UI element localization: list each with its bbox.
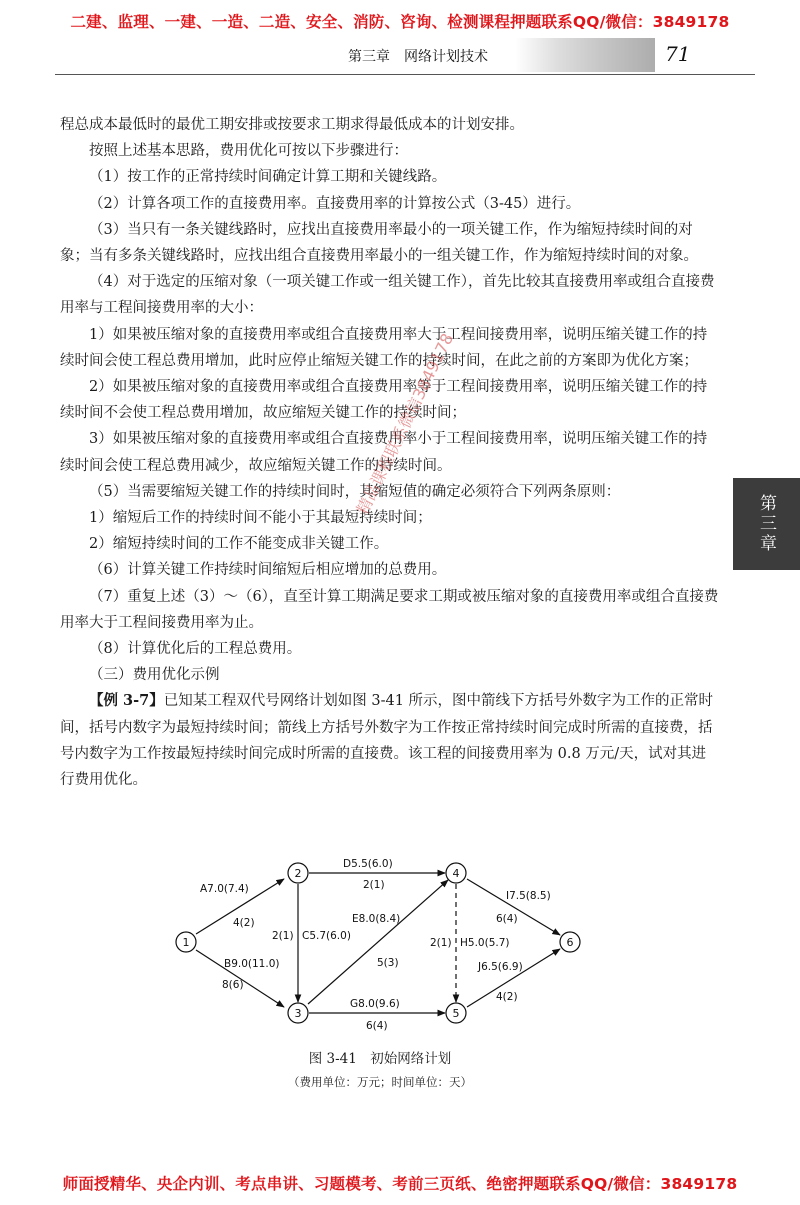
arrow-H-cost: H5.0(5.7): [460, 937, 510, 949]
header-rule: [55, 74, 755, 75]
network-diagram: [160, 852, 600, 1032]
arrow-A-time: 4(2): [233, 917, 255, 929]
arrow-A-cost: A7.0(7.4): [200, 883, 249, 895]
arrow-C-time: 2(1): [272, 930, 294, 942]
top-banner: 二建、监理、一建、一造、二造、安全、消防、咨询、检测课程押题联系QQ/微信：3849178: [70, 13, 730, 31]
paragraph: （3）当只有一条关键线路时，应找出直接费用率最小的一项关键工作，作为缩短持续时间的对象；当有多条关键线路时，应找出组合直接费用率最小的一组关键工作，作为缩短持续时间的对象。: [60, 221, 698, 265]
section-heading: （三）费用优化示例: [89, 667, 220, 684]
node-5: [446, 1003, 466, 1023]
arrow-G-cost: G8.0(9.6): [350, 998, 400, 1010]
paragraph: 按照上述基本思路，费用优化可按以下步骤进行：: [89, 143, 408, 160]
arrow-C-cost: C5.7(6.0): [302, 930, 351, 942]
node-3: [288, 1003, 308, 1023]
node-label: 5: [452, 1007, 460, 1020]
paragraph: 程总成本最低时的最优工期安排或按要求工期求得最低成本的计划安排。: [60, 117, 524, 133]
node-label: 2: [294, 867, 302, 880]
paragraph: 1）缩短后工作的持续时间不能小于其最短持续时间；: [89, 510, 432, 527]
node-label: 4: [452, 867, 460, 880]
node-label: 1: [182, 936, 190, 949]
bottom-banner: 师面授精华、央企内训、考点串讲、习题模考、考前三页纸、绝密押题联系QQ/微信：3849178: [62, 1175, 738, 1193]
chapter-side-tab-label: 第三章: [756, 494, 776, 554]
node-4: [446, 863, 466, 883]
paragraph: 1）如果被压缩对象的直接费用率或组合直接费用率大于工程间接费用率，说明压缩关键工作的持续时间会使工程总费用增加，此时应停止缩短关键工作的持续时间，在此之前的方案即为优化方案；: [60, 326, 708, 369]
page-number: 71: [665, 42, 691, 66]
paragraph: 2）如果被压缩对象的直接费用率或组合直接费用率等于工程间接费用率，说明压缩关键工作的持续时间不会使工程总费用增加，故应缩短关键工作的持续时间；: [60, 379, 708, 422]
paragraph: （5）当需要缩短关键工作的持续时间时，其缩短值的确定必须符合下列两条原则：: [89, 483, 621, 500]
arrow-J-cost: J6.5(6.9): [478, 961, 523, 973]
paragraph: （4）对于选定的压缩对象（一项关键工作或一组关键工作），首先比较其直接费用率或组合直接费用率与工程间接费用率的大小：: [60, 274, 715, 317]
arrow-I-cost: I7.5(8.5): [506, 890, 551, 902]
arrow-D-cost: D5.5(6.0): [343, 858, 393, 870]
example-paragraph: [60, 688, 720, 793]
chapter-title: 第三章 网络计划技术: [348, 49, 488, 65]
chapter-side-tab: [733, 478, 800, 570]
arrow-I: [467, 879, 560, 935]
arrow-E-time: 5(3): [377, 957, 399, 969]
arrow-B-time: 8(6): [222, 979, 244, 991]
node-label: 6: [566, 936, 574, 949]
arrow-G-time: 6(4): [366, 1020, 388, 1032]
node-6: [560, 932, 580, 952]
paragraph: 3）如果被压缩对象的直接费用率或组合直接费用率小于工程间接费用率，说明压缩关键工作的持续时间会使工程总费用减少，故应缩短关键工作的持续时间。: [60, 431, 708, 474]
arrow-E-cost: E8.0(8.4): [352, 913, 401, 925]
node-label: 3: [294, 1007, 302, 1020]
paragraph: （7）重复上述（3）～（6），直至计算工期满足要求工期或被压缩对象的直接费用率或组合直接费用率大于工程间接费用率为止。: [60, 588, 719, 631]
example-label: 【例 3-7】: [89, 692, 164, 710]
arrow-B-cost: B9.0(11.0): [224, 958, 280, 970]
watermark: 精品课程联系微信3849178: [352, 330, 458, 518]
arrow-H-time: 2(1): [430, 937, 452, 949]
example-text: 已知某工程双代号网络计划如图 3-41 所示，图中箭线下方括号外数字为工作的正常时间，括号内数字为最短持续时间；箭线上方括号外数字为工作按正常持续时间完成时所需的直接费，括号内数字为工作按最短持续时间完成时所需的直接费。该工程的间接费用率为 0.8 万元/天，试对其进行费用优化。: [60, 693, 714, 789]
figure-caption: 图 3-41 初始网络计划: [308, 1051, 452, 1067]
arrow-I-time: 6(4): [496, 913, 518, 925]
figure-subcaption: （费用单位：万元；时间单位：天）: [288, 1075, 472, 1089]
node-2: [288, 863, 308, 883]
paragraph: （1）按工作的正常持续时间确定计算工期和关键线路。: [89, 169, 447, 186]
paragraph: （2）计算各项工作的直接费用率。直接费用率的计算按公式（3-45）进行。: [89, 195, 581, 212]
paragraph: （6）计算关键工作持续时间缩短后相应增加的总费用。: [89, 562, 447, 579]
arrow-E: [308, 880, 448, 1004]
header-decoration: [515, 38, 655, 72]
paragraph: 2）缩短持续时间的工作不能变成非关键工作。: [89, 536, 389, 553]
paragraph: （8）计算优化后的工程总费用。: [89, 641, 302, 658]
arrow-J-time: 4(2): [496, 991, 518, 1003]
arrow-D-time: 2(1): [363, 879, 385, 891]
node-1: [176, 932, 196, 952]
